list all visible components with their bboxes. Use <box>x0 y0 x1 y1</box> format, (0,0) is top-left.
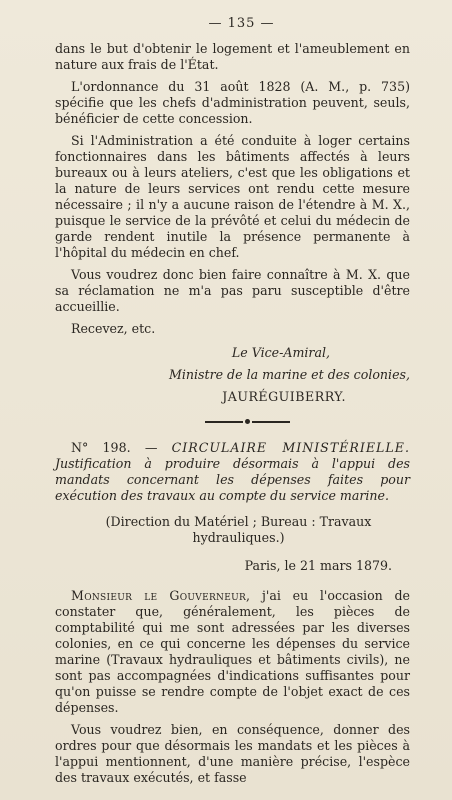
signature-title: Le Vice-Amiral, <box>231 345 330 360</box>
circular-body-first-text: j'ai eu l'occasion de constater que, généralement, les pièces de comptabilité qui me sont adressées par les diverses colonies, en ce qui concerne les dépenses du service marine (Travaux hydrauliques et bâtiments civils), ne sont pas accompagnées d'indications suffisantes pour qu'on puisse se rendre compte de l'objet exact de ces dépenses. <box>55 588 410 715</box>
circular-subject: Justification à produire désormais à l'appui des mandats concernant les dépenses faites pour exécution des travaux au compte du service marine. <box>55 456 410 503</box>
section-divider <box>85 419 410 424</box>
circular-heading <box>55 440 410 504</box>
page-number: — 135 — <box>208 16 275 31</box>
circular-salutation: Monsieur le Gouverneur, <box>71 588 251 603</box>
paragraph-ordonnance: L'ordonnance du 31 août 1828 (A. M., p. 735) spécifie que les chefs d'administration peuvent, seuls, bénéficier de cette concession. <box>55 79 410 126</box>
circular-dateline: Paris, le 21 mars 1879. <box>244 558 392 573</box>
signature-role: Ministre de la marine et des colonies, <box>169 367 410 382</box>
paragraph-administration: Si l'Administration a été conduite à loger certains fonctionnaires dans les bâtiments affectés à leurs bureaux ou à leurs ateliers, c'est que les obligations et la nature de leurs services ont rendu cette mesure nécessaire ; il n'y a aucune raison de l'étendre à M. X., puisque le service de la prévôté et celui du médecin de garde rendent inutile la présence permanente à l'hôpital du médecin en chef. <box>55 133 410 260</box>
circular-body-first <box>55 588 410 716</box>
paragraph-closing: Recevez, etc. <box>71 321 156 336</box>
signature-name: JAURÉGUIBERRY. <box>222 389 346 404</box>
circular-kind: CIRCULAIRE MINISTÉRIELLE. <box>171 440 410 455</box>
divider-ornament <box>245 419 250 424</box>
paragraph-continuation: dans le but d'obtenir le logement et l'ameublement en nature aux frais de l'État. <box>55 41 410 72</box>
circular-direction: (Direction du Matériel ; Bureau : Travaux hydrauliques.) <box>105 514 372 545</box>
paragraph-reclamation: Vous voudrez donc bien faire connaître à M. X. que sa réclamation ne m'a pas paru susceptible d'être accueillie. <box>55 267 410 314</box>
divider-rule-left <box>205 421 243 423</box>
circular-number: N° 198. — <box>71 440 172 455</box>
circular-body-second: Vous voudrez bien, en conséquence, donner des ordres pour que désormais les mandats et les pièces à l'appui mentionnent, d'une manière précise, l'espèce des travaux exécutés, et fasse <box>55 722 410 785</box>
divider-rule-right <box>252 421 290 423</box>
